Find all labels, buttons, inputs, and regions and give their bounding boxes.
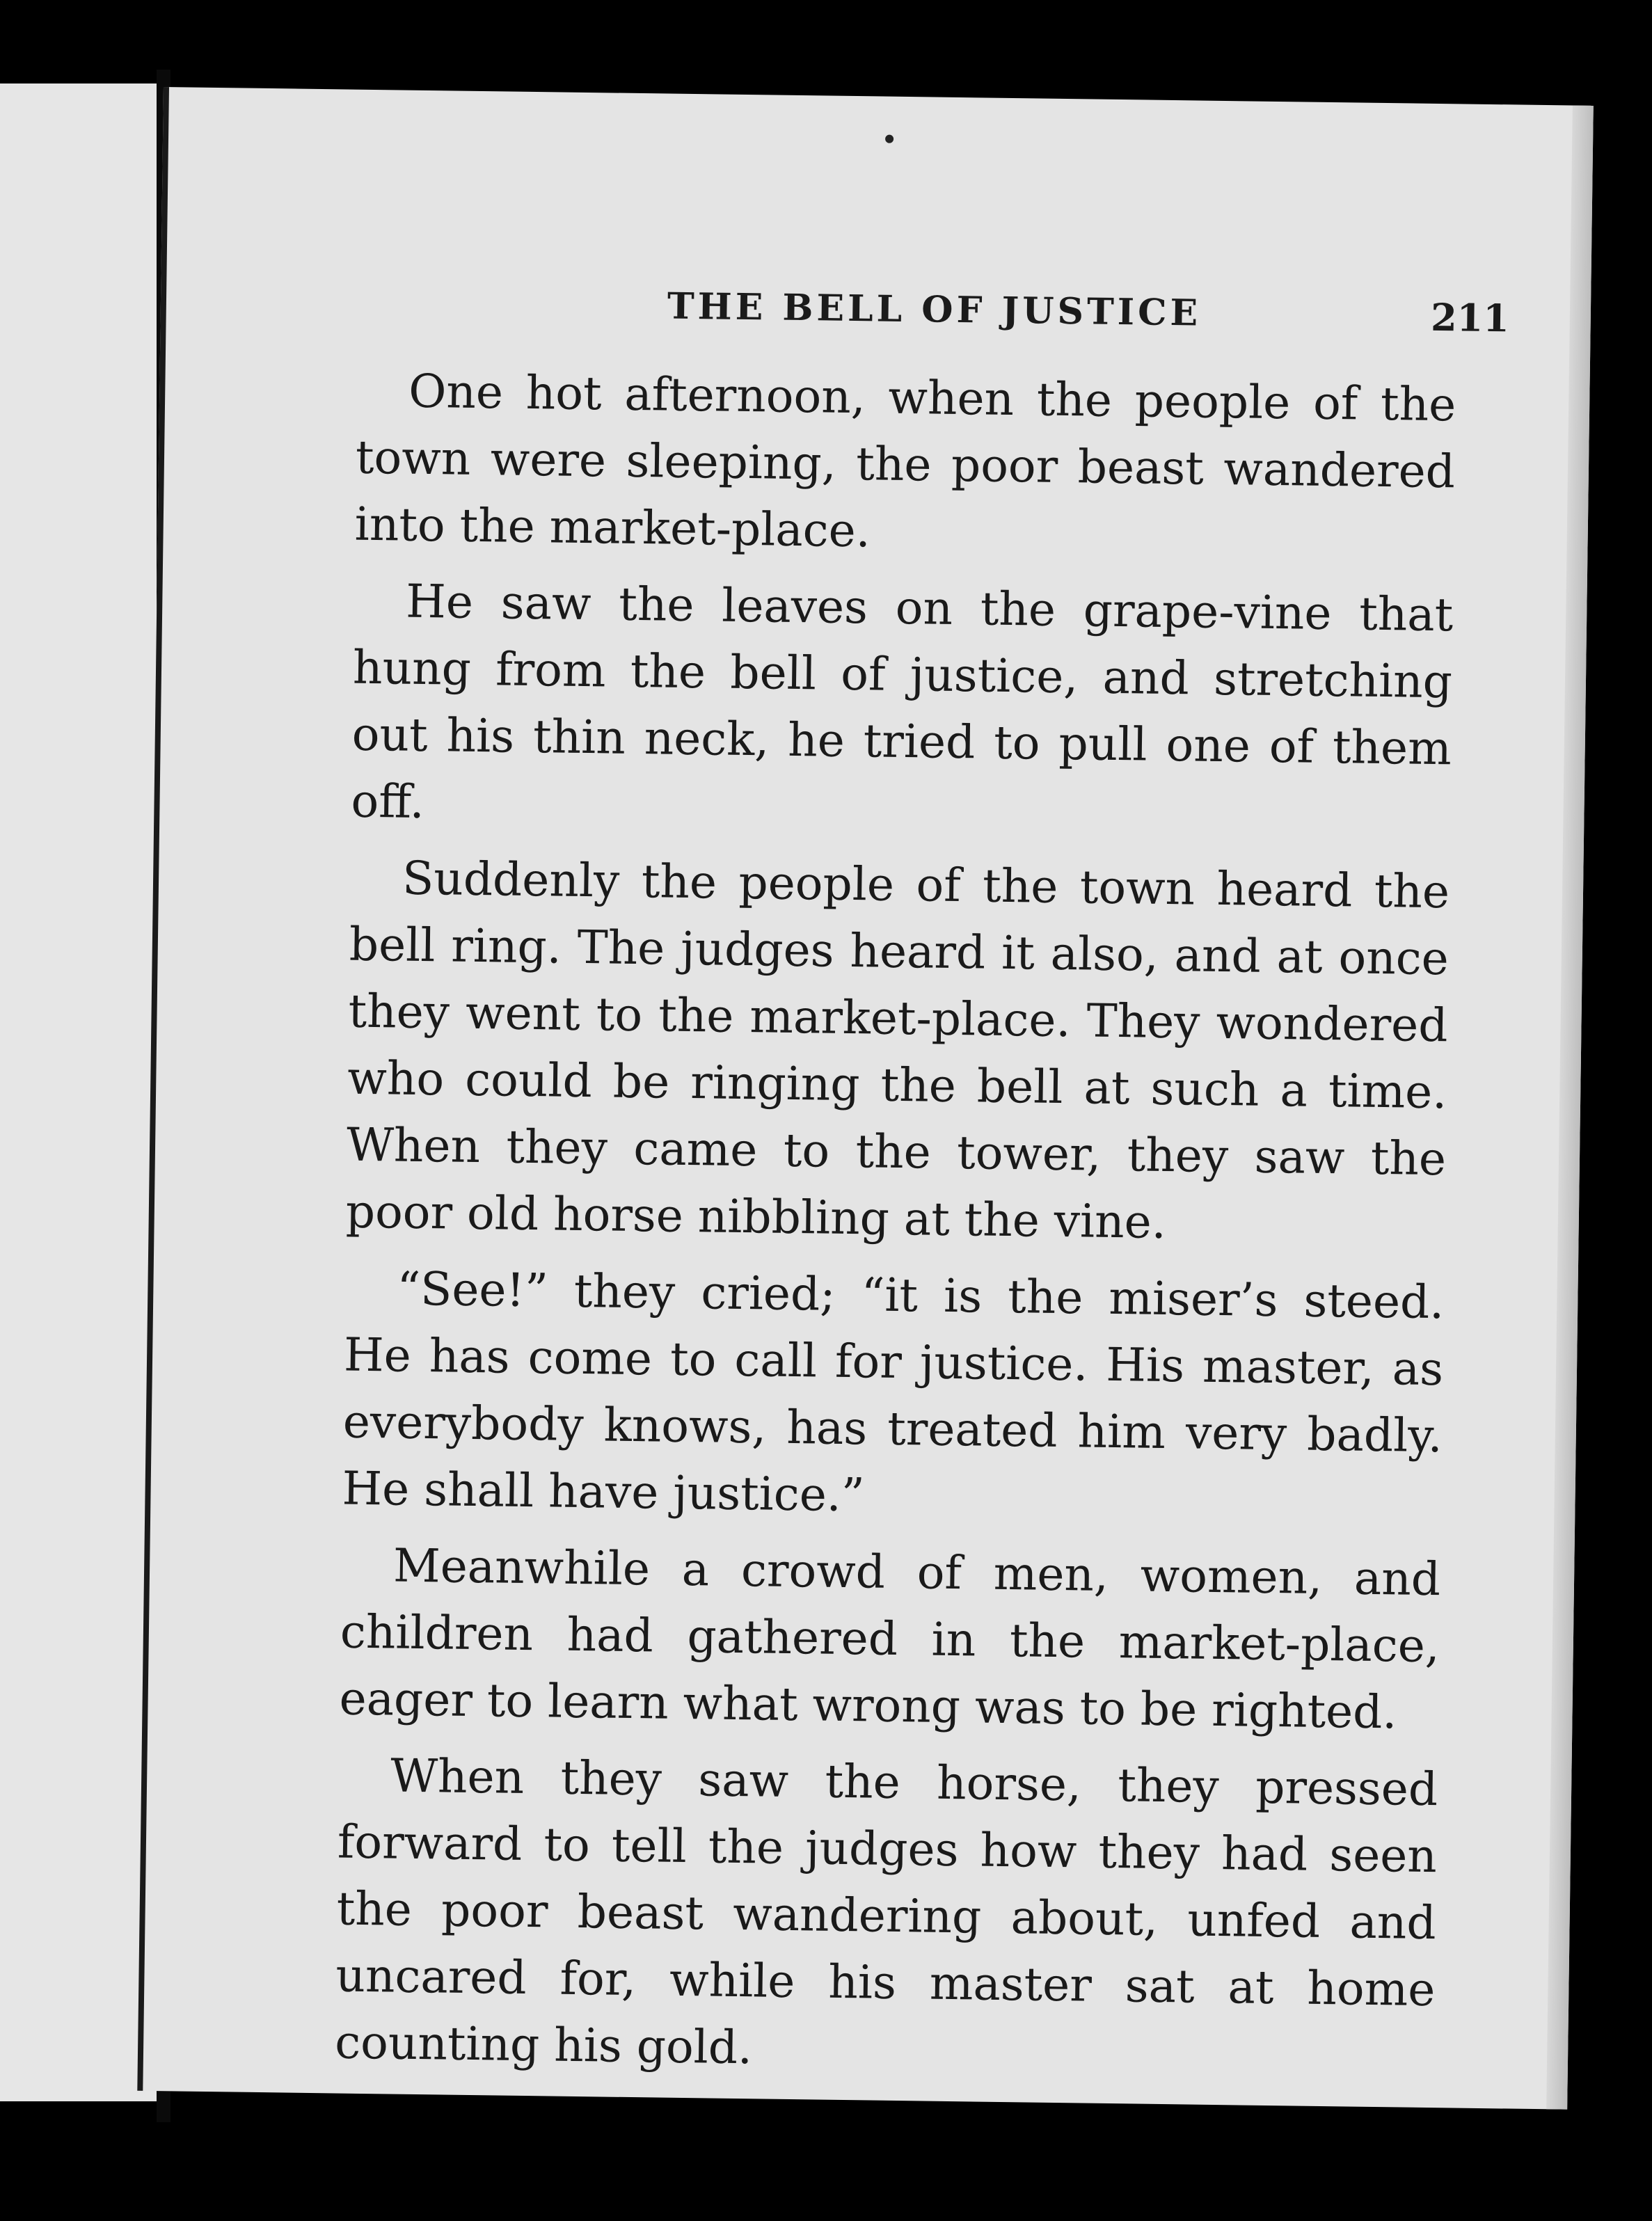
- paragraph: Meanwhile a crowd of men, women, and children had gathered in the market-place, eager to learn what wrong was to be righted.: [339, 1538, 1441, 1740]
- paragraph: Suddenly the people of the town heard the bell ring. The judges heard it also, and at once they went to the market-place. They wondered who could be ringing the bell at such a time. When they came to the tower, they saw the poor old horse nibbling at the vine.: [345, 851, 1450, 1249]
- scan-speck: [885, 135, 893, 143]
- paragraph: He saw the leaves on the grape-vine that hung from the bell of justice, and stretching out his thin neck, he tried to pull one of them off.: [351, 574, 1454, 829]
- body-text: [334, 358, 1456, 2100]
- page-number: 211: [1430, 294, 1510, 341]
- running-title: THE BELL OF JUSTICE: [667, 285, 1202, 335]
- running-header: [416, 282, 1510, 344]
- paragraph: “See!” they cried; “it is the miser’s steed. He has come to call for justice. His master, as everybody knows, has treated him very badly. He shall have justice.”: [342, 1261, 1445, 1522]
- book-page: [137, 87, 1594, 2110]
- paragraph: One hot afternoon, when the people of the town were sleeping, the poor beast wandered into the market-place.: [354, 364, 1456, 558]
- page-edge-shadow: [1546, 106, 1594, 2110]
- paragraph: When they saw the horse, they pressed forward to tell the judges how they had seen the poor beast wandering about, unfed and uncared for, while his master sat at home counting his gold.: [334, 1749, 1438, 2075]
- left-page-edge: [0, 83, 161, 2101]
